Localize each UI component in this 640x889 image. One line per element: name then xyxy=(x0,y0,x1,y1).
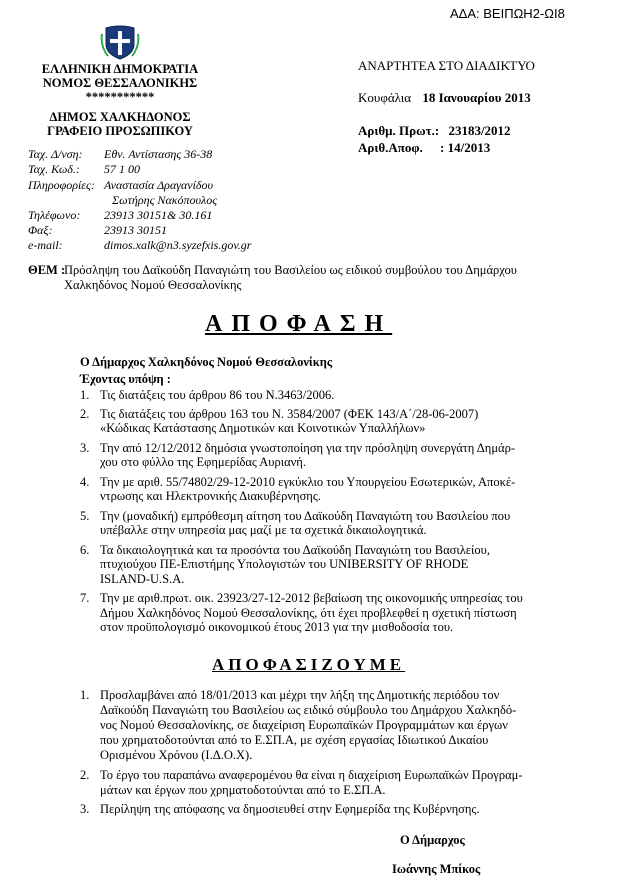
header-municipality: ΔΗΜΟΣ ΧΑΛΚΗΔΟΝΟΣ xyxy=(49,110,191,124)
decision-number-line xyxy=(358,140,490,156)
decision-line: που χρηματοδοτούνται από το Ε.ΣΠ.Α, με σχέση εργασίας Ιδιωτικού Δικαίου xyxy=(100,733,489,747)
intro-considering: Έχοντας υπόψη : xyxy=(80,372,171,386)
contact-value-phone: 23913 30151& 30.161 xyxy=(104,208,213,222)
consideration-number: 7. xyxy=(80,591,90,605)
consideration-line: ISLAND-U.S.A. xyxy=(100,571,185,586)
header-stars: *********** xyxy=(85,90,155,104)
decision-value: : 14/2013 xyxy=(440,140,491,155)
ada-code: ΑΔΑ: ΒΕΙΠΩΗ2-ΩΙ8 xyxy=(450,6,565,21)
decision-line: νος Νομού Θεσσαλονίκης, σε διαχείριση Ευρωπαϊκών Προγραμμάτων και έργων xyxy=(100,718,508,732)
decision-line: Δαϊκούδη Παναγιώτη του Βασιλείου ως ειδικό σύμβουλο του Δημάρχου Χαλκηδό- xyxy=(100,703,517,717)
contact-value-fax: 23913 30151 xyxy=(104,223,167,237)
header-prefecture: ΝΟΜΟΣ ΘΕΣΣΑΛΟΝΙΚΗΣ xyxy=(42,76,198,90)
decision-line: Περίληψη της απόφασης να δημοσιευθεί στην Εφημερίδα της Κυβέρνησης. xyxy=(100,802,480,816)
protocol-value: 23183/2012 xyxy=(448,123,511,138)
date-value: 18 Ιανουαρίου 2013 xyxy=(422,90,531,105)
decision-title: ΑΠΟΦΑΣΗ xyxy=(205,311,393,337)
consideration-line: Την από 12/12/2012 δημόσια γνωστοποίηση για την πρόσληψη συνεργάτη Δημάρ- xyxy=(100,440,515,455)
contact-label-info: Πληροφορίες: xyxy=(28,178,95,192)
header-country: ΕΛΛΗΝΙΚΗ ΔΗΜΟΚΡΑΤΙΑ xyxy=(41,62,199,76)
contact-label-address: Ταχ. Δ/νση: xyxy=(28,147,83,161)
decision-number: 1. xyxy=(80,688,90,702)
consideration-line: Τα δικαιολογητικά και τα προσόντα του Δαϊκούδη Παναγιώτη του Βασιλείου, xyxy=(100,542,490,557)
decision-number: 3. xyxy=(80,802,90,816)
consideration-line: «Κώδικας Κατάστασης Δημοτικών και Κοινοτικών Υπαλλήλων» xyxy=(100,421,426,435)
consideration-line: πτυχιούχου ΠΕ-Επιστήμης Υπολογιστών του UNIBERSITY OF RHODE xyxy=(100,557,469,571)
subject-label: ΘΕΜ : xyxy=(28,263,66,277)
consideration-line: στον προϋπολογισμό οικονομικού έτους 2013 για την μισθοδοσία του. xyxy=(100,620,454,634)
consideration-line: Την με αριθ. 55/74802/29-12-2010 εγκύκλιο του Υπουργείου Εσωτερικών, Αποκέ- xyxy=(100,474,516,489)
consideration-number: 2. xyxy=(80,406,90,421)
consideration-number: 6. xyxy=(80,542,90,557)
greek-coat-of-arms-icon xyxy=(100,24,140,60)
protocol-label: Αριθμ. Πρωτ.: xyxy=(358,123,440,138)
decision-label: Αριθ.Αποφ. xyxy=(358,140,423,155)
consideration-number: 4. xyxy=(80,474,90,489)
consideration-line: Την με αριθ.πρωτ. οικ. 23923/27-12-2012 βεβαίωση της οικονομικής υπηρεσίας του xyxy=(100,591,523,605)
signature-role: Ο Δήμαρχος xyxy=(400,833,465,847)
consideration-number: 5. xyxy=(80,508,90,523)
contact-label-email: e-mail: xyxy=(28,238,63,252)
decision-line: Ορισμένου Χρόνου (Ι.Δ.Ο.Χ). xyxy=(100,748,253,762)
consideration-line: υπέβαλλε στην υπηρεσία μας μαζί με τα σχετικά δικαιολογητικά. xyxy=(100,523,427,537)
date-place: Κουφάλια xyxy=(358,90,412,105)
decision-line: Προσλαμβάνει από 18/01/2013 και μέχρι την λήξη της Δημοτικής περιόδου τον xyxy=(100,688,500,702)
contact-value-info: Αναστασία Δραγανίδου xyxy=(104,178,214,192)
subject-line-2: Χαλκηδόνος Νομού Θεσσαλονίκης xyxy=(64,278,242,292)
consideration-line: Τις διατάξεις του άρθρου 86 του Ν.3463/2006. xyxy=(100,388,335,402)
consideration-number: 1. xyxy=(80,388,90,402)
intro-mayor: Ο Δήμαρχος Χαλκηδόνος Νομού Θεσσαλονίκης xyxy=(80,355,333,369)
decision-number: 2. xyxy=(80,768,90,782)
decision-line: Το έργο του παραπάνω αναφερομένου θα είναι η διαχείριση Ευρωπαϊκών Προγραμ- xyxy=(100,768,523,782)
contact-value-info-2: Σωτήρης Νακόπουλος xyxy=(112,193,218,207)
consideration-line: ντρωσης και Ηλεκτρονικής Διακυβέρνησης. xyxy=(100,489,321,503)
consideration-line: Την (μοναδική) εμπρόθεσμη αίτηση του Δαϊκούδη Παναγιώτη του Βασιλείου που xyxy=(100,508,511,523)
header-office: ΓΡΑΦΕΙΟ ΠΡΟΣΩΠΙΚΟΥ xyxy=(47,124,193,138)
consideration-line: Τις διατάξεις του άρθρου 163 του Ν. 3584/2007 (ΦΕΚ 143/Α΄/28-06-2007) xyxy=(100,406,479,421)
contact-label-zip: Ταχ. Κωδ.: xyxy=(28,162,80,176)
protocol-line xyxy=(358,123,511,139)
signature-name: Ιωάννης Μπίκος xyxy=(392,862,481,876)
consideration-line: χου στο φύλλο της Εφημερίδας Αυριανή. xyxy=(100,455,306,469)
contact-label-fax: Φαξ: xyxy=(28,223,53,237)
post-notice: ΑΝΑΡΤΗΤΕΑ ΣΤΟ ΔΙΑΔΙΚΤΥΟ xyxy=(358,58,535,73)
consideration-number: 3. xyxy=(80,440,90,455)
consideration-line: Δήμου Χαλκηδόνος Νομού Θεσσαλονίκης, ότι έχει προβλεφθεί η σχετική πίστωση xyxy=(100,605,517,620)
contact-label-phone: Τηλέφωνο: xyxy=(28,208,81,222)
subject-line-1: Πρόσληψη του Δαϊκούδη Παναγιώτη του Βασιλείου ως ειδικού συμβούλου του Δημάρχου xyxy=(64,263,517,277)
date-line xyxy=(358,90,531,106)
we-decide-title: ΑΠΟΦΑΣΙΖΟΥΜΕ xyxy=(212,655,406,674)
contact-value-zip: 57 1 00 xyxy=(104,162,140,176)
decision-line: μάτων και έργων που χρηματοδοτούνται από το Ε.ΣΠ.Α. xyxy=(100,783,386,797)
contact-value-email: dimos.xalk@n3.syzefxis.gov.gr xyxy=(104,238,252,252)
contact-value-address: Εθν. Αντίστασης 36-38 xyxy=(104,147,213,161)
